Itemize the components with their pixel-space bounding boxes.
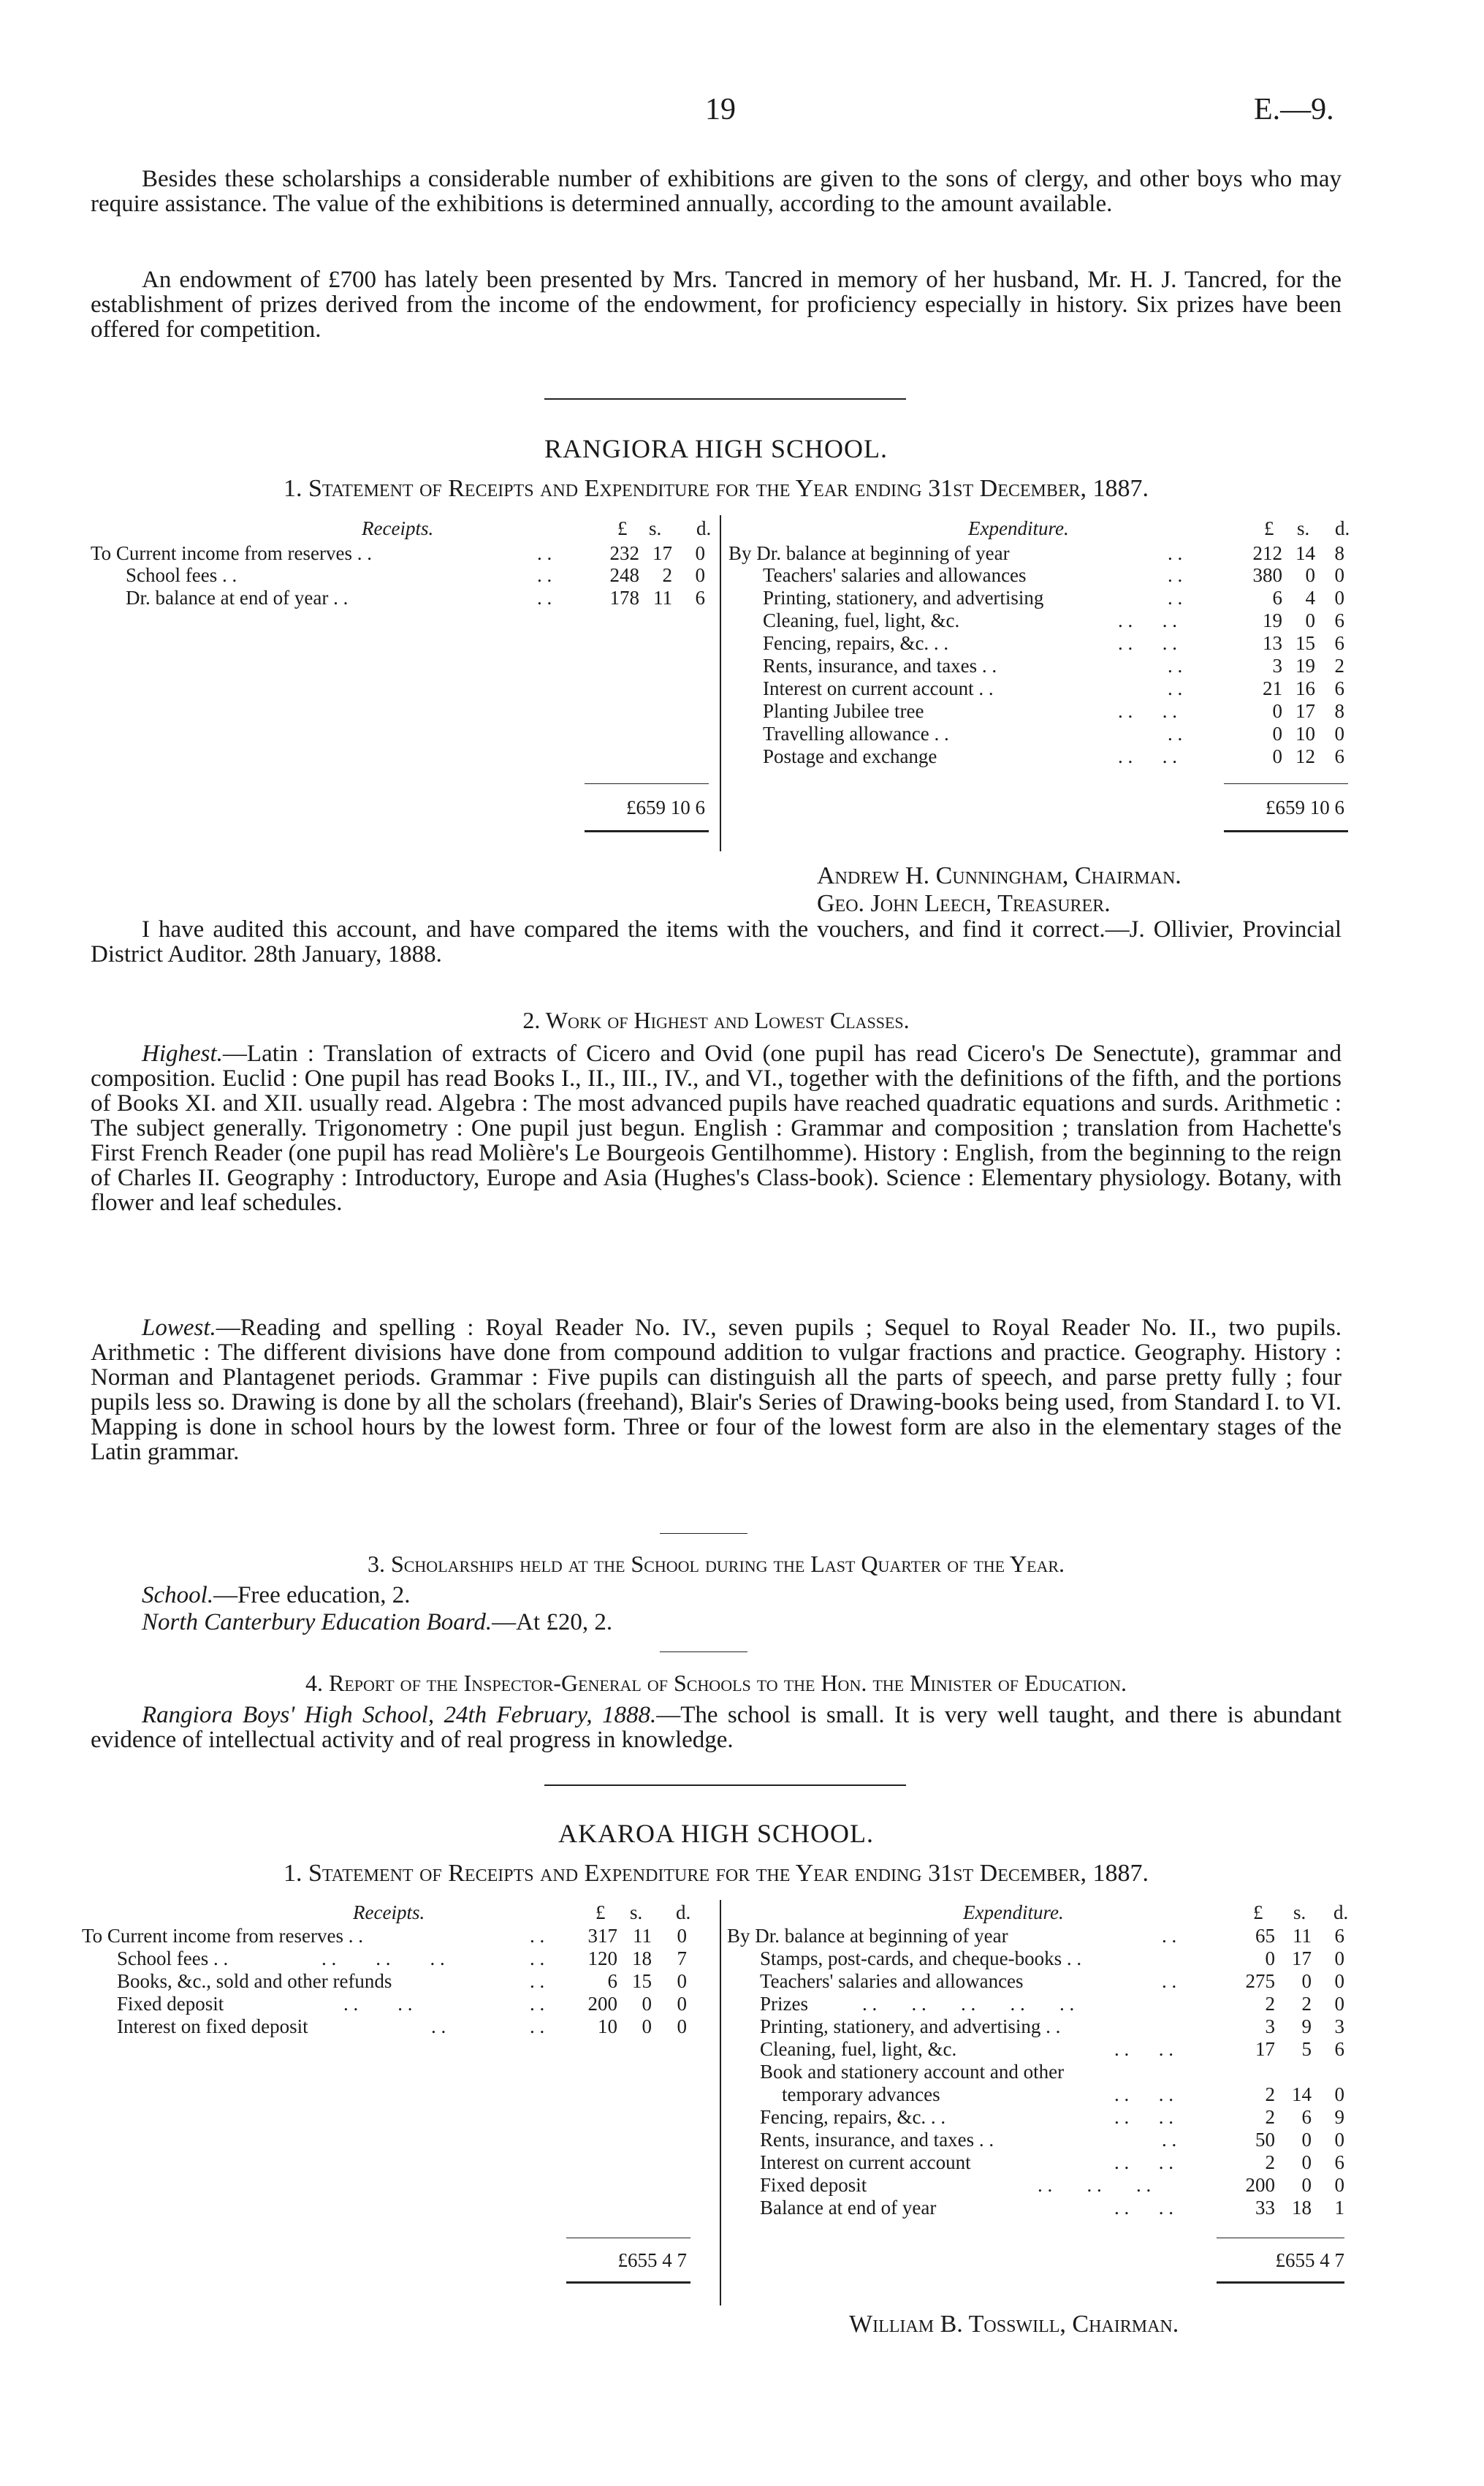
receipt-pounds: 10: [598, 2015, 617, 2037]
receipt-pence: 0: [677, 1993, 687, 2015]
expenditure-pence: 0: [1334, 1993, 1344, 2015]
expenditure-pence: 0: [1334, 1947, 1344, 1969]
receipt-shillings: 17: [652, 542, 672, 564]
receipt-pounds: 178: [609, 587, 639, 609]
expenditure-shilling-heading: s.: [1293, 1901, 1306, 1923]
receipts-pound-heading: £: [617, 517, 628, 539]
leader-dots: . .: [1162, 1925, 1177, 1947]
expenditure-label: Rents, insurance, and taxes . .: [760, 2129, 994, 2151]
intro-paragraph-2: An endowment of £700 has lately been presented by Mrs. Tancred in memory of her husband, Mr. H. J. Tancred, for the establishment of prizes derived from the income of the endowment, for proficiency especially in history. Six prizes have been offered for competition.: [91, 267, 1342, 343]
signatory-chairman: William B. Tosswill, Chairman.: [849, 2311, 1179, 2338]
expenditure-shillings: 9: [1301, 2015, 1312, 2037]
receipt-pence: 0: [695, 564, 705, 586]
expenditure-shillings: 14: [1292, 2083, 1312, 2105]
expenditure-pence: 8: [1334, 700, 1344, 722]
expenditure-shillings: 17: [1292, 1947, 1312, 1969]
expenditure-pence: 0: [1334, 564, 1344, 586]
expenditure-pence: 8: [1334, 542, 1344, 564]
expenditure-shillings: 17: [1295, 700, 1315, 722]
expenditure-pounds: 0: [1272, 745, 1282, 767]
expenditure-total-rule: [1217, 2281, 1344, 2284]
leader-dots: . . . . . .: [1038, 2174, 1152, 2196]
receipt-pounds: 200: [587, 1993, 617, 2015]
expenditure-pence: 6: [1334, 677, 1344, 699]
expenditure-heading: Expenditure.: [963, 1901, 1064, 1923]
work-classes-title: 2. Work of Highest and Lowest Classes.: [522, 1007, 910, 1033]
receipts-pence-heading: d.: [696, 517, 712, 539]
leader-dots: . . . .: [1114, 2083, 1173, 2105]
expenditure-shillings: 10: [1295, 723, 1315, 745]
leader-dots: . .: [1162, 1970, 1177, 1992]
expenditure-pence: 2: [1334, 655, 1344, 677]
expenditure-label: Interest on current account . .: [763, 677, 994, 699]
receipt-shillings: 2: [662, 564, 672, 586]
leader-dots: . .: [1168, 542, 1183, 564]
expenditure-label: Fencing, repairs, &c. . .: [763, 632, 949, 654]
signatory-treasurer: Geo. John Leech, Treasurer.: [817, 890, 1111, 917]
receipt-pence: 0: [677, 1970, 687, 1992]
expenditure-pounds: 2: [1265, 1993, 1275, 2015]
expenditure-shillings: 2: [1301, 1993, 1312, 2015]
leader-dots: . . . . . . . . . .: [862, 1993, 1075, 2015]
expenditure-pounds: 6: [1272, 587, 1282, 609]
rangiora-statement-title: 1. Statement of Receipts and Expenditure for the Year ending 31st December, 1887.: [283, 475, 1149, 502]
expenditure-subtotal-rule: [1224, 783, 1348, 784]
expenditure-pence: 6: [1334, 632, 1344, 654]
expenditure-label: Postage and exchange: [763, 745, 937, 767]
expenditure-pounds: 19: [1263, 609, 1282, 631]
expenditure-pence: 0: [1334, 2083, 1344, 2105]
inspector-report-paragraph: Rangiora Boys' High School, 24th February, 1888.—The school is small. It is very well taught, and there is abundant evidence of intellectual activity and of real progress in knowledge.: [91, 1702, 1342, 1753]
receipt-pounds: 317: [587, 1925, 617, 1947]
expenditure-shillings: 12: [1295, 745, 1315, 767]
expenditure-pence: 0: [1334, 1970, 1344, 1992]
section-divider: [544, 1784, 906, 1786]
receipt-pounds: 6: [607, 1970, 617, 1992]
leader-dots: . . . .: [1118, 700, 1177, 722]
receipt-label: Fixed deposit: [117, 1993, 224, 2015]
leader-dots: . .: [530, 1993, 545, 2015]
expenditure-pence: 0: [1334, 723, 1344, 745]
expenditure-pounds: 65: [1255, 1925, 1275, 1947]
rangiora-title: RANGIORA HIGH SCHOOL.: [544, 434, 888, 463]
receipt-label: Dr. balance at end of year . .: [126, 587, 349, 609]
expenditure-label: temporary advances: [782, 2083, 940, 2105]
expenditure-shillings: 14: [1295, 542, 1315, 564]
expenditure-heading: Expenditure.: [968, 517, 1069, 539]
expenditure-shillings: 15: [1295, 632, 1315, 654]
expenditure-pounds: 21: [1263, 677, 1282, 699]
receipt-shillings: 0: [642, 1993, 652, 2015]
receipt-shillings: 18: [632, 1947, 652, 1969]
receipt-pence: 0: [695, 542, 705, 564]
expenditure-shillings: 11: [1293, 1925, 1312, 1947]
receipts-heading: Receipts.: [353, 1901, 425, 1923]
leader-dots: . .: [530, 1925, 545, 1947]
expenditure-total: £655 4 7: [1275, 2249, 1344, 2271]
expenditure-pounds: 2: [1265, 2151, 1275, 2173]
expenditure-pounds: 17: [1255, 2038, 1275, 2060]
receipt-shillings: 15: [632, 1970, 652, 1992]
expenditure-pence: 9: [1334, 2106, 1344, 2128]
leader-dots: . .: [1162, 2129, 1177, 2151]
expenditure-shillings: 0: [1305, 564, 1315, 586]
expenditure-pence-heading: d.: [1335, 517, 1350, 539]
leader-dots: . .: [530, 2015, 545, 2037]
expenditure-label: By Dr. balance at beginning of year: [728, 542, 1010, 564]
leader-dots: . .: [1168, 564, 1183, 586]
expenditure-shillings: 19: [1295, 655, 1315, 677]
expenditure-pound-heading: £: [1264, 517, 1274, 539]
receipt-pence: 0: [677, 2015, 687, 2037]
expenditure-pounds: 200: [1245, 2174, 1275, 2196]
expenditure-shillings: 0: [1301, 2129, 1312, 2151]
receipt-pounds: 232: [609, 542, 639, 564]
leader-dots: . .: [1168, 677, 1183, 699]
expenditure-label: Teachers' salaries and allowances: [760, 1970, 1024, 1992]
leader-dots: . . . . . .: [321, 1947, 445, 1969]
expenditure-label: Printing, stationery, and advertising . .: [760, 2015, 1061, 2037]
receipts-pound-heading: £: [595, 1901, 606, 1923]
section-divider: [660, 1651, 747, 1652]
expenditure-label: Travelling allowance . .: [763, 723, 949, 745]
receipt-label: To Current income from reserves . .: [91, 542, 372, 564]
receipts-total-rule: [566, 2281, 690, 2284]
table-divider: [720, 515, 721, 851]
intro-paragraph-1: Besides these scholarships a considerable number of exhibitions are given to the sons of clergy, and other boys who may require assistance. The value of the exhibitions is determined annually, according to the amount available.: [91, 166, 1342, 217]
leader-dots: . .: [530, 1947, 545, 1969]
audit-statement: I have audited this account, and have compared the items with the vouchers, and find it correct.—J. Ollivier, Provincial District Auditor. 28th January, 1888.: [91, 916, 1342, 968]
expenditure-label: Stamps, post-cards, and cheque-books . .: [760, 1947, 1082, 1969]
expenditure-shillings: 0: [1301, 2174, 1312, 2196]
leader-dots: . .: [537, 564, 552, 586]
leader-dots: . .: [1168, 655, 1183, 677]
expenditure-pounds: 380: [1252, 564, 1282, 586]
signatory-chairman: Andrew H. Cunningham, Chairman.: [817, 862, 1182, 889]
inspector-report-title: 4. Report of the Inspector-General of Schools to the Hon. the Minister of Education.: [305, 1670, 1127, 1696]
expenditure-pounds: 2: [1265, 2106, 1275, 2128]
expenditure-pence-heading: d.: [1333, 1901, 1349, 1923]
expenditure-pence: 0: [1334, 2129, 1344, 2151]
expenditure-pence: 0: [1334, 587, 1344, 609]
receipt-label: Interest on fixed deposit: [117, 2015, 308, 2037]
receipts-total: £659 10 6: [626, 797, 705, 818]
receipt-pounds: 248: [609, 564, 639, 586]
expenditure-pence: 6: [1334, 609, 1344, 631]
expenditure-label: Fencing, repairs, &c. . .: [760, 2106, 946, 2128]
expenditure-shillings: 6: [1301, 2106, 1312, 2128]
receipts-shilling-heading: s.: [630, 1901, 643, 1923]
akaroa-title: AKAROA HIGH SCHOOL.: [558, 1819, 874, 1848]
expenditure-label: Planting Jubilee tree: [763, 700, 924, 722]
expenditure-pence: 6: [1334, 1925, 1344, 1947]
expenditure-shillings: 16: [1295, 677, 1315, 699]
expenditure-pence: 6: [1334, 2151, 1344, 2173]
receipt-label: Books, &c., sold and other refunds: [117, 1970, 392, 1992]
leader-dots: . . . .: [1118, 609, 1177, 631]
expenditure-pence: 3: [1334, 2015, 1344, 2037]
receipt-label: School fees . .: [126, 564, 237, 586]
receipts-total-rule: [585, 830, 709, 832]
expenditure-label: Teachers' salaries and allowances: [763, 564, 1027, 586]
expenditure-label: Cleaning, fuel, light, &c.: [763, 609, 960, 631]
leader-dots: . .: [431, 2015, 446, 2037]
expenditure-shillings: 5: [1301, 2038, 1312, 2060]
receipt-pence: 0: [677, 1925, 687, 1947]
expenditure-label: Book and stationery account and other: [760, 2061, 1065, 2083]
expenditure-pence: 1: [1334, 2197, 1344, 2219]
expenditure-label: Balance at end of year: [760, 2197, 937, 2219]
section-divider: [544, 398, 906, 400]
expenditure-pence: 6: [1334, 745, 1344, 767]
document-reference: E.—9.: [1254, 93, 1334, 126]
expenditure-label: Fixed deposit: [760, 2174, 867, 2196]
highest-class-paragraph: Highest.—Latin : Translation of extracts of Cicero and Ovid (one pupil has read Cicero's De Senectute), grammar and composition. Euclid : One pupil has read Books I., II., III., IV., and VI., together with the definitions of the fifth, and the portions of Books XI. and XII. usually read. Algebra : The most advanced pupils have reached quadratic equations and surds. Arithmetic : The subject generally. Trigonometry : One pupil just begun. English : Grammar and composition ; translation from Hachette's First French Reader (one pupil has read Molière's Le Bourgeois Gentilhomme). History : English, from the beginning to the reign of Charles II. Geography : Introductory, Europe and Asia (Hughes's Class-book). Science : Elementary physiology. Botany, with flower and leaf schedules.: [91, 1041, 1342, 1216]
leader-dots: . . . .: [1114, 2151, 1173, 2173]
receipts-total: £655 4 7: [617, 2249, 687, 2271]
expenditure-total-rule: [1224, 830, 1348, 832]
scholarship-school: School.—Free education, 2.: [142, 1582, 411, 1608]
expenditure-label: Prizes: [760, 1993, 808, 2015]
expenditure-shillings: 0: [1301, 1970, 1312, 1992]
receipt-pounds: 120: [587, 1947, 617, 1969]
expenditure-pounds: 13: [1263, 632, 1282, 654]
section-divider: [660, 1533, 747, 1534]
receipt-label: School fees . .: [117, 1947, 229, 1969]
expenditure-shilling-heading: s.: [1297, 517, 1310, 539]
leader-dots: . . . .: [343, 1993, 413, 2015]
expenditure-pounds: 275: [1245, 1970, 1275, 1992]
expenditure-shillings: 4: [1305, 587, 1315, 609]
expenditure-total: £659 10 6: [1266, 797, 1344, 818]
leader-dots: . . . .: [1118, 745, 1177, 767]
leader-dots: . .: [537, 587, 552, 609]
highest-lead: Highest.: [142, 1041, 223, 1067]
receipt-shillings: 11: [633, 1925, 652, 1947]
expenditure-label: By Dr. balance at beginning of year: [727, 1925, 1008, 1947]
expenditure-pounds: 3: [1272, 655, 1282, 677]
leader-dots: . .: [1168, 587, 1183, 609]
receipts-heading: Receipts.: [362, 517, 434, 539]
page-number: 19: [705, 93, 736, 126]
leader-dots: . .: [530, 1970, 545, 1992]
expenditure-shillings: 0: [1305, 609, 1315, 631]
receipts-pence-heading: d.: [676, 1901, 691, 1923]
expenditure-pounds: 0: [1272, 700, 1282, 722]
expenditure-pound-heading: £: [1253, 1901, 1263, 1923]
leader-dots: . . . .: [1114, 2038, 1173, 2060]
scholarship-board: North Canterbury Education Board.—At £20, 2.: [142, 1609, 613, 1635]
lowest-class-paragraph: Lowest.—Reading and spelling : Royal Reader No. IV., seven pupils ; Sequel to Royal Reader No. II., two pupils. Arithmetic : The different divisions have done from compound addition to vulgar fractions and practice. Geography. History : Norman and Plantagenet periods. Grammar : Five pupils can distinguish all the parts of speech, and parse pretty fully ; four pupils less so. Drawing is done by all the scholars (freehand), Blair's Series of Drawing-books being used, from Standard I. to VI. Mapping is done in school hours by the lowest form. Three or four of the lowest form are also in the elementary stages of the Latin grammar.: [91, 1315, 1342, 1465]
table-divider: [720, 1900, 721, 2306]
expenditure-pounds: 0: [1265, 1947, 1275, 1969]
leader-dots: . . . .: [1114, 2197, 1173, 2219]
expenditure-pounds: 33: [1255, 2197, 1275, 2219]
expenditure-shillings: 18: [1292, 2197, 1312, 2219]
expenditure-pounds: 0: [1272, 723, 1282, 745]
receipts-shilling-heading: s.: [649, 517, 662, 539]
expenditure-pounds: 3: [1265, 2015, 1275, 2037]
receipt-label: To Current income from reserves . .: [82, 1925, 363, 1947]
akaroa-statement-title: 1. Statement of Receipts and Expenditure for the Year ending 31st December, 1887.: [283, 1860, 1149, 1887]
receipts-subtotal-rule: [585, 783, 709, 784]
receipt-pence: 7: [677, 1947, 687, 1969]
receipt-pence: 6: [695, 587, 705, 609]
expenditure-pence: 0: [1334, 2174, 1344, 2196]
expenditure-label: Rents, insurance, and taxes . .: [763, 655, 997, 677]
leader-dots: . .: [1168, 723, 1183, 745]
expenditure-pounds: 2: [1265, 2083, 1275, 2105]
expenditure-pounds: 212: [1252, 542, 1282, 564]
expenditure-pence: 6: [1334, 2038, 1344, 2060]
expenditure-shillings: 0: [1301, 2151, 1312, 2173]
expenditure-label: Printing, stationery, and advertising: [763, 587, 1044, 609]
scholarships-title: 3. Scholarships held at the School during the Last Quarter of the Year.: [367, 1551, 1065, 1577]
expenditure-pounds: 50: [1255, 2129, 1275, 2151]
expenditure-label: Cleaning, fuel, light, &c.: [760, 2038, 957, 2060]
leader-dots: . . . .: [1118, 632, 1177, 654]
receipt-shillings: 0: [642, 2015, 652, 2037]
receipt-shillings: 11: [653, 587, 672, 609]
leader-dots: . .: [537, 542, 552, 564]
leader-dots: . . . .: [1114, 2106, 1173, 2128]
expenditure-label: Interest on current account: [760, 2151, 971, 2173]
lowest-lead: Lowest.: [142, 1315, 216, 1341]
